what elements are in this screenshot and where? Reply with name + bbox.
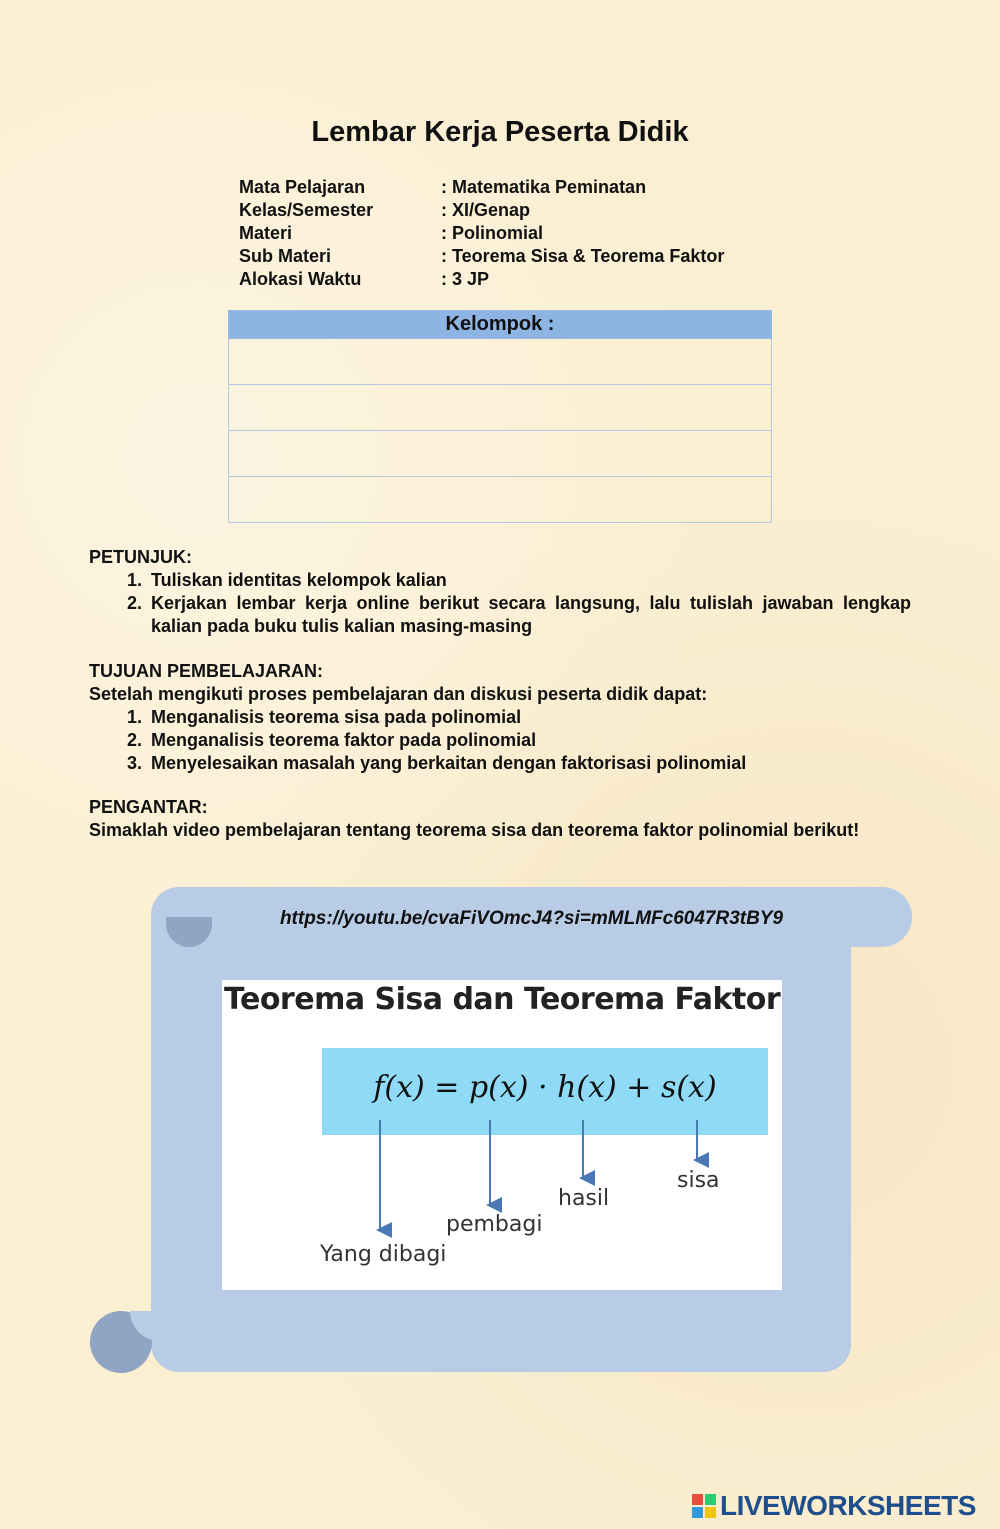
liveworksheets-logo[interactable] [692, 1490, 976, 1522]
label-hasil: hasil [558, 1186, 610, 1211]
page-title: Lembar Kerja Peserta Didik [311, 116, 689, 148]
list-item: 1. Tuliskan identitas kelompok kalian [147, 569, 911, 592]
info-row-materi [239, 222, 724, 245]
group-member-field-3[interactable] [229, 431, 772, 477]
info-value: : Teorema Sisa & Teorema Faktor [441, 246, 725, 266]
label-yang-dibagi: Yang dibagi [320, 1242, 447, 1267]
info-block [239, 176, 724, 291]
info-label: Mata Pelajaran [239, 177, 366, 197]
tujuan-intro: Setelah mengikuti proses pembelajaran dan diskusi peserta didik dapat: [89, 684, 708, 704]
list-item: 2. Menganalisis teorema faktor pada polinomial [147, 729, 911, 752]
label-pembagi: pembagi [446, 1212, 543, 1237]
group-table [228, 310, 772, 523]
logo-text: LIVEWORKSHEETS [720, 1490, 976, 1521]
info-label: Alokasi Waktu [239, 269, 362, 289]
group-member-field-4[interactable] [229, 477, 772, 523]
tujuan-heading: TUJUAN PEMBELAJARAN: [89, 661, 324, 681]
list-item: 3. Menyelesaikan masalah yang berkaitan dengan faktorisasi polinomial [147, 752, 911, 775]
video-link[interactable]: https://youtu.be/cvaFiVOmcJ4?si=mMLMFc6047R3tBY9 [279, 908, 784, 929]
video-thumbnail[interactable] [222, 980, 782, 1290]
tujuan-section [89, 660, 911, 775]
info-value: : 3 JP [441, 269, 490, 289]
petunjuk-list [89, 569, 911, 638]
info-value: : Matematika Peminatan [441, 177, 647, 197]
info-label: Sub Materi [239, 246, 332, 266]
group-member-field-1[interactable] [229, 339, 772, 385]
group-member-field-2[interactable] [229, 385, 772, 431]
petunjuk-section [89, 546, 911, 638]
info-label: Materi [239, 223, 293, 243]
pengantar-heading: PENGANTAR: [89, 797, 208, 817]
info-value: : Polinomial [441, 223, 544, 243]
tujuan-list [89, 706, 911, 775]
list-item: 1. Menganalisis teorema sisa pada polinomial [147, 706, 911, 729]
info-value: : XI/Genap [441, 200, 531, 220]
video-title: Teorema Sisa dan Teorema Faktor [224, 982, 781, 1017]
pengantar-section [89, 796, 911, 842]
list-item: 2. Kerjakan lembar kerja online berikut secara langsung, lalu tulislah jawaban lengkap kalian pada buku tulis kalian masing-masing [147, 592, 911, 638]
group-table-header: Kelompok : [229, 311, 772, 339]
liveworksheets-icon [692, 1494, 716, 1518]
label-sisa: sisa [677, 1168, 720, 1193]
info-row-sub-materi [239, 245, 724, 268]
formula-arrows [222, 980, 782, 1290]
info-row-alokasi [239, 268, 724, 291]
info-row-mata-pelajaran [239, 176, 724, 199]
info-row-kelas [239, 199, 724, 222]
pengantar-text: Simaklah video pembelajaran tentang teorema sisa dan teorema faktor polinomial berikut! [89, 820, 860, 840]
petunjuk-heading: PETUNJUK: [89, 547, 193, 567]
info-label: Kelas/Semester [239, 200, 374, 220]
formula: f(x) = p(x) · h(x) + s(x) [373, 1070, 717, 1105]
